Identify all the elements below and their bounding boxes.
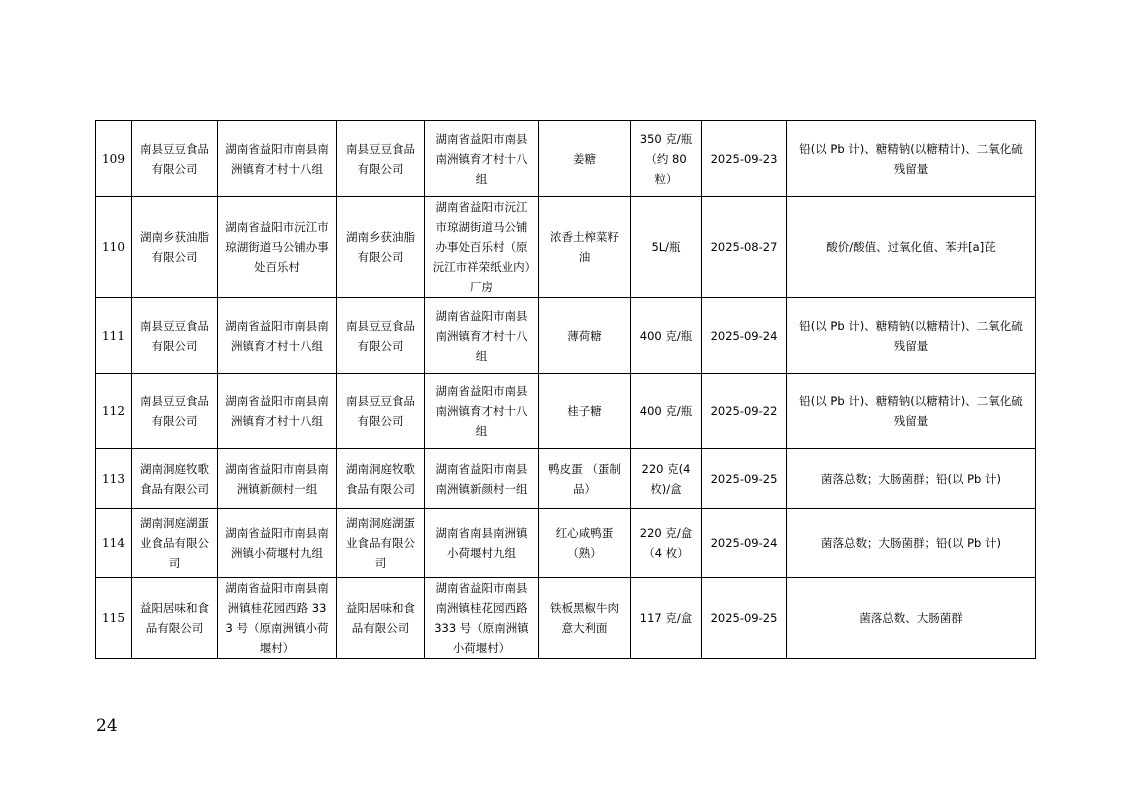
sampled-address-cell: 湖南省益阳市南县南洲镇育才村十八组 <box>425 121 539 197</box>
seq-no-cell: 110 <box>96 197 132 298</box>
producer-address-cell: 湖南省益阳市南县南洲镇小荷堰村九组 <box>218 509 337 578</box>
product-name-cell: 薄荷糖 <box>539 298 631 374</box>
product-name-cell: 桂子糖 <box>539 374 631 449</box>
producer-cell: 南县豆豆食品有限公司 <box>132 374 218 449</box>
test-items-cell: 菌落总数；大肠菌群；铅(以 Pb 计) <box>787 509 1036 578</box>
sampled-unit-cell: 南县豆豆食品有限公司 <box>337 121 425 197</box>
sampling-results-table <box>95 120 1036 659</box>
producer-address-cell: 湖南省益阳市南县南洲镇新颜村一组 <box>218 449 337 509</box>
test-items-cell: 铅(以 Pb 计)、糖精钠(以糖精计)、二氧化硫残留量 <box>787 298 1036 374</box>
specification-cell: 220 克/盒（4 枚） <box>631 509 702 578</box>
table-row <box>96 121 1036 197</box>
sampled-unit-cell: 湖南洞庭湖蛋业食品有限公司 <box>337 509 425 578</box>
seq-no-cell: 111 <box>96 298 132 374</box>
production-date-cell: 2025-09-23 <box>702 121 787 197</box>
specification-cell: 400 克/瓶 <box>631 374 702 449</box>
table-row <box>96 197 1036 298</box>
table-row <box>96 449 1036 509</box>
seq-no-cell: 112 <box>96 374 132 449</box>
test-items-cell: 铅(以 Pb 计)、糖精钠(以糖精计)、二氧化硫残留量 <box>787 374 1036 449</box>
production-date-cell: 2025-09-25 <box>702 578 787 659</box>
production-date-cell: 2025-08-27 <box>702 197 787 298</box>
sampled-unit-cell: 湖南洞庭牧歌食品有限公司 <box>337 449 425 509</box>
table-row <box>96 578 1036 659</box>
seq-no-cell: 113 <box>96 449 132 509</box>
sampled-address-cell: 湖南省益阳市南县南洲镇育才村十八组 <box>425 298 539 374</box>
table-row <box>96 298 1036 374</box>
producer-cell: 南县豆豆食品有限公司 <box>132 298 218 374</box>
product-name-cell: 铁板黑椒牛肉意大利面 <box>539 578 631 659</box>
producer-address-cell: 湖南省益阳市南县南洲镇育才村十八组 <box>218 298 337 374</box>
production-date-cell: 2025-09-25 <box>702 449 787 509</box>
production-date-cell: 2025-09-22 <box>702 374 787 449</box>
sampled-address-cell: 湖南省南县南洲镇小荷堰村九组 <box>425 509 539 578</box>
producer-cell: 益阳居味和食品有限公司 <box>132 578 218 659</box>
sampled-unit-cell: 南县豆豆食品有限公司 <box>337 374 425 449</box>
producer-address-cell: 湖南省益阳市沅江市琼湖街道马公铺办事处百乐村 <box>218 197 337 298</box>
specification-cell: 400 克/瓶 <box>631 298 702 374</box>
producer-address-cell: 湖南省益阳市南县南洲镇育才村十八组 <box>218 121 337 197</box>
sampled-address-cell: 湖南省益阳市南县南洲镇新颜村一组 <box>425 449 539 509</box>
sampled-unit-cell: 湖南乡获油脂有限公司 <box>337 197 425 298</box>
producer-cell: 湖南洞庭牧歌食品有限公司 <box>132 449 218 509</box>
producer-cell: 湖南洞庭湖蛋业食品有限公司 <box>132 509 218 578</box>
table-row <box>96 374 1036 449</box>
test-items-cell: 铅(以 Pb 计)、糖精钠(以糖精计)、二氧化硫残留量 <box>787 121 1036 197</box>
production-date-cell: 2025-09-24 <box>702 298 787 374</box>
seq-no-cell: 109 <box>96 121 132 197</box>
table-body <box>96 121 1036 659</box>
product-name-cell: 红心咸鸭蛋（熟） <box>539 509 631 578</box>
page-number: 24 <box>96 716 118 736</box>
production-date-cell: 2025-09-24 <box>702 509 787 578</box>
seq-no-cell: 115 <box>96 578 132 659</box>
producer-address-cell: 湖南省益阳市南县南洲镇育才村十八组 <box>218 374 337 449</box>
producer-cell: 南县豆豆食品有限公司 <box>132 121 218 197</box>
producer-address-cell: 湖南省益阳市南县南洲镇桂花园西路 333 号（原南洲镇小荷堰村） <box>218 578 337 659</box>
specification-cell: 117 克/盒 <box>631 578 702 659</box>
producer-cell: 湖南乡获油脂有限公司 <box>132 197 218 298</box>
table-row <box>96 509 1036 578</box>
product-name-cell: 浓香土榨菜籽油 <box>539 197 631 298</box>
sampled-unit-cell: 南县豆豆食品有限公司 <box>337 298 425 374</box>
test-items-cell: 酸价/酸值、过氧化值、苯并[a]芘 <box>787 197 1036 298</box>
sampled-address-cell: 湖南省益阳市南县南洲镇桂花园西路 333 号（原南洲镇小荷堰村） <box>425 578 539 659</box>
specification-cell: 5L/瓶 <box>631 197 702 298</box>
product-name-cell: 姜糖 <box>539 121 631 197</box>
product-name-cell: 鸭皮蛋 （蛋制品） <box>539 449 631 509</box>
test-items-cell: 菌落总数；大肠菌群；铅(以 Pb 计) <box>787 449 1036 509</box>
sampled-address-cell: 湖南省益阳市南县南洲镇育才村十八组 <box>425 374 539 449</box>
sampled-address-cell: 湖南省益阳市沅江市琼湖街道马公铺办事处百乐村（原沅江市祥荣纸业内）厂房 <box>425 197 539 298</box>
specification-cell: 350 克/瓶（约 80 粒） <box>631 121 702 197</box>
seq-no-cell: 114 <box>96 509 132 578</box>
sampled-unit-cell: 益阳居味和食品有限公司 <box>337 578 425 659</box>
test-items-cell: 菌落总数、大肠菌群 <box>787 578 1036 659</box>
specification-cell: 220 克(4 枚)/盒 <box>631 449 702 509</box>
